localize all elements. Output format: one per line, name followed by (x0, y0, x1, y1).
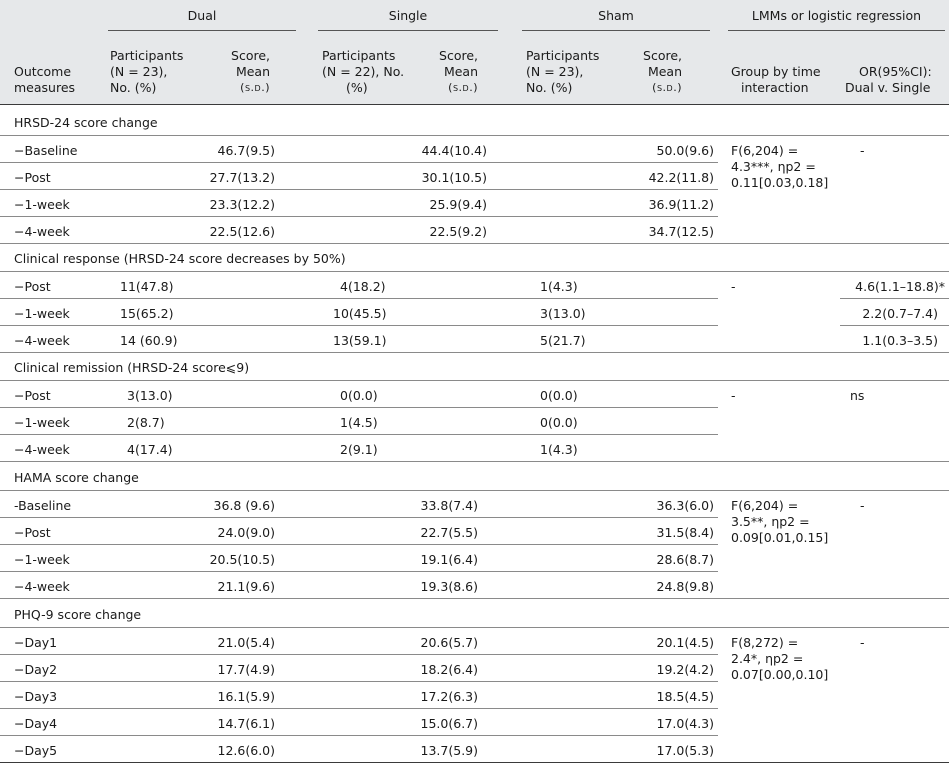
header-sham-participants (526, 48, 599, 96)
cell-dual-score: 46.7(9.5) (217, 143, 275, 158)
row-rule (840, 325, 949, 326)
section-title-hama: HAMA score change (14, 470, 139, 485)
row-rule (0, 298, 718, 299)
cell-dual-score: 20.5(10.5) (209, 552, 275, 567)
group-rule-lmm (728, 30, 945, 31)
row-rule (0, 571, 718, 572)
cell-single-participants: 4(18.2) (340, 279, 386, 294)
cell-dual-score: 12.6(6.0) (217, 743, 275, 758)
cell-dual-participants: 2(8.7) (127, 415, 165, 430)
cell-interaction-hama (731, 498, 828, 546)
group-header-dual: Dual (187, 8, 217, 23)
cell-single-participants: 1(4.5) (340, 415, 378, 430)
cell-dual-score: 22.5(12.6) (209, 224, 275, 239)
header-line: interaction (741, 80, 809, 95)
cell-dual-participants: 3(13.0) (127, 388, 173, 403)
cell-or-hama: - (860, 498, 865, 513)
group-rule-dual (108, 30, 296, 31)
cell-sham-participants: 1(4.3) (540, 279, 578, 294)
row-rule (0, 216, 718, 217)
header-line: (s.d.) (448, 81, 478, 94)
cell-single-score: 20.6(5.7) (420, 635, 478, 650)
group-header-lmm: LMMs or logistic regression (751, 8, 922, 23)
header-line: No. (%) (526, 80, 573, 95)
cell-dual-score: 14.7(6.1) (217, 716, 275, 731)
cell-single-score: 22.7(5.5) (420, 525, 478, 540)
table-bottom-rule (0, 762, 949, 763)
section-title-response: Clinical response (HRSD-24 score decreases by 50%) (14, 251, 346, 266)
cell-single-score: 44.4(10.4) (421, 143, 487, 158)
group-header-sham: Sham (598, 8, 634, 23)
cell-single-score: 22.5(9.2) (429, 224, 487, 239)
header-sham-score (622, 48, 682, 96)
row-label: −Day1 (14, 635, 58, 650)
header-line: Score, (439, 48, 478, 63)
row-label: −Post (14, 279, 51, 294)
cell-interaction-response: - (731, 279, 736, 294)
row-rule (0, 681, 718, 682)
cell-or-hrsd: - (860, 143, 865, 158)
header-line: No. (%) (110, 80, 157, 95)
cell-dual-participants: 14 (60.9) (120, 333, 178, 348)
cell-sham-participants: 1(4.3) (540, 442, 578, 457)
cell-sham-score: 50.0(9.6) (656, 143, 714, 158)
interaction-line: 0.07[0.00,0.10] (731, 667, 829, 682)
group-rule-sham (522, 30, 710, 31)
cell-sham-participants: 0(0.0) (540, 388, 578, 403)
row-label: −Post (14, 388, 51, 403)
row-label: −Day2 (14, 662, 58, 677)
header-dual-score (210, 48, 270, 96)
cell-dual-score: 23.3(12.2) (209, 197, 275, 212)
header-line: Score, (231, 48, 270, 63)
row-rule (0, 735, 718, 736)
row-rule (0, 189, 718, 190)
cell-dual-score: 16.1(5.9) (217, 689, 275, 704)
header-or (845, 64, 932, 96)
header-line: Mean (647, 64, 682, 79)
header-line: OR(95%CI): (859, 64, 932, 79)
cell-sham-participants: 0(0.0) (540, 415, 578, 430)
row-label: −Day5 (14, 743, 58, 758)
row-rule (0, 654, 718, 655)
cell-or: 4.6(1.1–18.8)* (855, 279, 945, 294)
cell-dual-score: 21.1(9.6) (217, 579, 275, 594)
cell-sham-score: 19.2(4.2) (656, 662, 714, 677)
section-rule (0, 461, 949, 462)
header-line: (N = 23), (110, 64, 168, 79)
cell-dual-score: 24.0(9.0) (217, 525, 275, 540)
header-group-time (731, 64, 821, 96)
group-rule-single (318, 30, 498, 31)
cell-interaction-remission: - (731, 388, 736, 403)
row-label: −4-week (14, 442, 70, 457)
section-title-hrsd: HRSD-24 score change (14, 115, 158, 130)
cell-dual-score: 17.7(4.9) (217, 662, 275, 677)
cell-single-participants: 2(9.1) (340, 442, 378, 457)
row-label: −Day3 (14, 689, 58, 704)
header-line: (s.d.) (652, 81, 682, 94)
section-rule (0, 598, 949, 599)
cell-single-score: 13.7(5.9) (420, 743, 478, 758)
row-label: −4-week (14, 224, 70, 239)
row-rule (0, 380, 949, 381)
cell-single-participants: 0(0.0) (340, 388, 378, 403)
header-line: (N = 22), No. (322, 64, 405, 79)
row-label: −1-week (14, 306, 70, 321)
row-rule (0, 627, 949, 628)
cell-sham-score: 36.3(6.0) (656, 498, 714, 513)
row-label: −1-week (14, 552, 70, 567)
section-title-remission: Clinical remission (HRSD-24 score⩽9) (14, 360, 250, 375)
row-label: −1-week (14, 197, 70, 212)
header-line: Participants (322, 48, 396, 63)
cell-dual-score: 21.0(5.4) (217, 635, 275, 650)
header-single-score (418, 48, 478, 96)
header-line: Group by time (731, 64, 821, 79)
header-line: Score, (643, 48, 682, 63)
cell-or-phq: - (860, 635, 865, 650)
cell-sham-score: 28.6(8.7) (656, 552, 714, 567)
header-bottom-rule (0, 104, 949, 105)
cell-dual-participants: 11(47.8) (120, 279, 174, 294)
cell-or: 1.1(0.3–3.5) (862, 333, 938, 348)
row-label: −Baseline (14, 143, 78, 158)
cell-or: 2.2(0.7–7.4) (862, 306, 938, 321)
group-header-single: Single (388, 8, 428, 23)
row-label: -Baseline (14, 498, 72, 513)
row-rule (0, 434, 718, 435)
row-label: −1-week (14, 415, 70, 430)
header-outcome (14, 64, 75, 96)
row-rule (0, 325, 718, 326)
cell-dual-score: 27.7(13.2) (209, 170, 275, 185)
cell-single-score: 19.3(8.6) (420, 579, 478, 594)
row-rule (0, 544, 718, 545)
header-line: Mean (235, 64, 270, 79)
header-line: Participants (526, 48, 600, 63)
section-rule (0, 352, 949, 353)
cell-dual-participants: 4(17.4) (127, 442, 173, 457)
header-line: Participants (110, 48, 184, 63)
header-single-participants (322, 48, 404, 96)
row-rule (0, 708, 718, 709)
cell-sham-participants: 5(21.7) (540, 333, 586, 348)
cell-interaction-phq (731, 635, 828, 683)
row-rule (0, 517, 718, 518)
section-title-phq: PHQ-9 score change (14, 607, 142, 622)
row-rule (0, 162, 718, 163)
cell-sham-score: 31.5(8.4) (656, 525, 714, 540)
row-label: −Post (14, 525, 51, 540)
cell-single-participants: 13(59.1) (333, 333, 387, 348)
cell-dual-score: 36.8 (9.6) (213, 498, 275, 513)
header-outcome-line-1: Outcome (14, 64, 72, 79)
cell-sham-score: 17.0(4.3) (656, 716, 714, 731)
cell-dual-participants: 15(65.2) (120, 306, 174, 321)
row-rule (0, 490, 949, 491)
row-rule (0, 271, 949, 272)
header-dual-participants (110, 48, 183, 96)
interaction-line: 0.11[0.03,0.18] (731, 175, 829, 190)
cell-single-score: 19.1(6.4) (420, 552, 478, 567)
row-rule (840, 298, 949, 299)
cell-single-score: 18.2(6.4) (420, 662, 478, 677)
interaction-line: 2.4*, ηp2 = (731, 651, 804, 666)
row-label: −Day4 (14, 716, 58, 731)
header-line: Dual v. Single (845, 80, 931, 95)
cell-single-score: 25.9(9.4) (429, 197, 487, 212)
row-rule (0, 135, 949, 136)
cell-sham-score: 17.0(5.3) (656, 743, 714, 758)
interaction-line: F(6,204) = (731, 143, 799, 158)
header-line: (%) (346, 80, 368, 95)
row-label: −Post (14, 170, 51, 185)
cell-sham-score: 18.5(4.5) (656, 689, 714, 704)
cell-sham-score: 20.1(4.5) (656, 635, 714, 650)
interaction-line: 0.09[0.01,0.15] (731, 530, 829, 545)
cell-single-score: 15.0(6.7) (420, 716, 478, 731)
section-rule (0, 243, 949, 244)
header-line: Mean (443, 64, 478, 79)
cell-single-score: 30.1(10.5) (421, 170, 487, 185)
header-line: (N = 23), (526, 64, 584, 79)
header-outcome-line-2: measures (14, 80, 76, 95)
cell-sham-participants: 3(13.0) (540, 306, 586, 321)
cell-interaction-hrsd (731, 143, 828, 191)
row-rule (0, 407, 718, 408)
interaction-line: 4.3***, ηp2 = (731, 159, 816, 174)
cell-sham-score: 34.7(12.5) (648, 224, 714, 239)
interaction-line: F(6,204) = (731, 498, 799, 513)
interaction-line: F(8,272) = (731, 635, 799, 650)
cell-sham-score: 42.2(11.8) (648, 170, 714, 185)
cell-single-participants: 10(45.5) (333, 306, 387, 321)
row-label: −4-week (14, 333, 70, 348)
cell-or-remission: ns (850, 388, 865, 403)
interaction-line: 3.5**, ηp2 = (731, 514, 810, 529)
cell-single-score: 33.8(7.4) (420, 498, 478, 513)
cell-sham-score: 24.8(9.8) (656, 579, 714, 594)
cell-single-score: 17.2(6.3) (420, 689, 478, 704)
header-line: (s.d.) (240, 81, 270, 94)
cell-sham-score: 36.9(11.2) (648, 197, 714, 212)
row-label: −4-week (14, 579, 70, 594)
